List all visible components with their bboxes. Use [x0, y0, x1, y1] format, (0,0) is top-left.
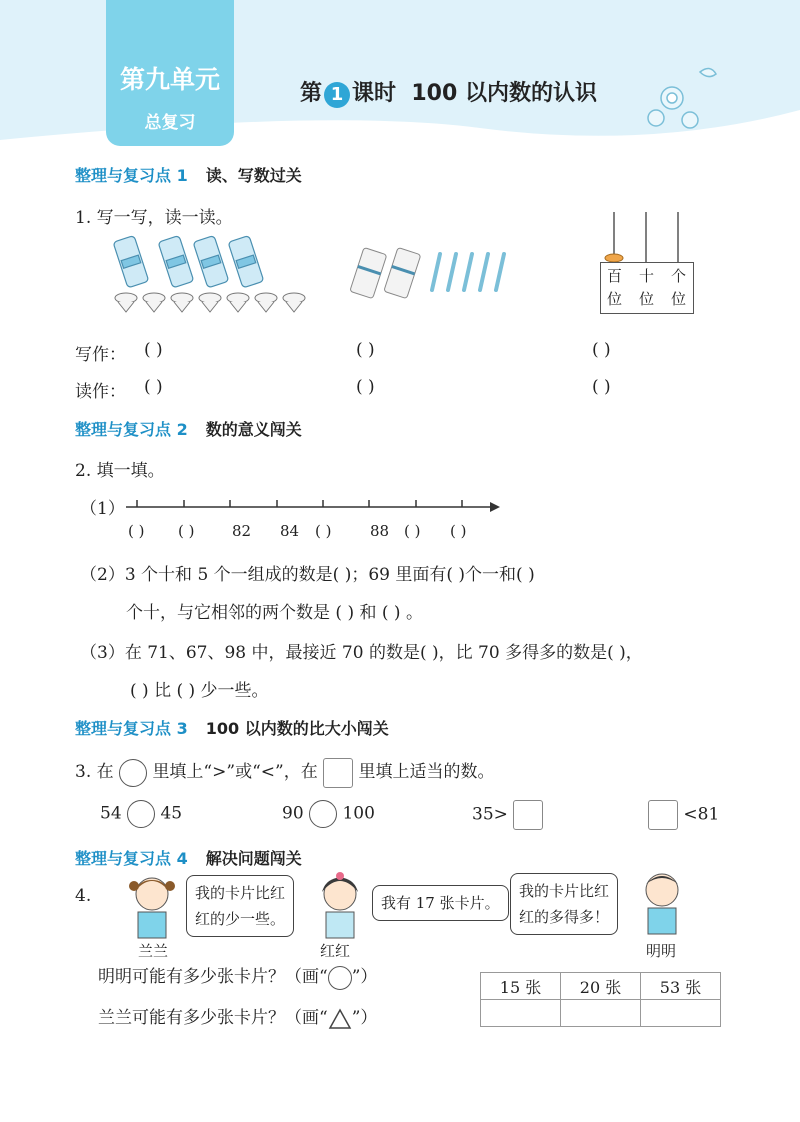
mingming-speech-line: 我的卡片比红	[519, 882, 610, 900]
lanlan-figure	[126, 872, 178, 942]
number-line	[124, 495, 504, 519]
tick-label-6: 88	[370, 522, 390, 540]
option-cell: 15 张	[481, 973, 561, 1000]
circle-symbol	[119, 759, 147, 787]
mingming-speech-bubble	[510, 873, 618, 935]
tick-label-8[interactable]: ( )	[450, 522, 467, 540]
q2-part3-line2: ( ) 比 ( ) 少一些。	[130, 681, 269, 701]
write-blank-2[interactable]: ( )	[356, 340, 375, 360]
compare-right: <81	[683, 804, 720, 825]
hundred-bundles-image	[108, 232, 318, 322]
q2-part1-label: （1）	[80, 499, 125, 519]
abacus-place-label: 位	[607, 290, 623, 308]
compare-item-2	[282, 800, 375, 828]
mingming-name: 明明	[646, 942, 677, 960]
q3-prompt-c: 里填上适当的数。	[358, 762, 495, 782]
question-lanlan	[98, 1003, 377, 1030]
triangle-mark-icon	[328, 1008, 352, 1030]
q2-prompt: 2. 填一填。	[75, 461, 165, 481]
answer-cell[interactable]	[561, 1000, 641, 1027]
abacus	[600, 212, 692, 314]
circle-mark-icon	[328, 966, 352, 990]
honghong-speech-line: 我有 17 张卡片。	[381, 894, 500, 912]
lanlan-speech-bubble	[186, 875, 294, 937]
lesson-title	[300, 76, 597, 108]
square-symbol	[323, 758, 353, 788]
tick-label-1[interactable]: ( )	[128, 522, 145, 540]
abacus-tens-label: 十	[639, 267, 655, 285]
lanlan-speech-line: 我的卡片比红	[195, 884, 286, 902]
q1-prompt: 1. 写一写，读一读。	[75, 208, 233, 228]
compare-left: 54	[100, 803, 122, 824]
q2-part2-line1: （2）3 个十和 5 个一组成的数是( )；69 里面有( )个一和( )	[80, 565, 535, 585]
question-text: 兰兰可能有多少张卡片？（画“	[98, 1008, 328, 1028]
lanlan-speech-line: 红的少一些。	[195, 910, 286, 928]
q4-number: 4.	[75, 886, 92, 906]
write-blank-3[interactable]: ( )	[592, 340, 611, 360]
honghong-figure	[314, 872, 366, 942]
compare-square-blank[interactable]	[513, 800, 543, 830]
unit-subtitle: 总复习	[144, 113, 196, 133]
answer-cell[interactable]	[641, 1000, 721, 1027]
section-title: 100 以内数的比大小闯关	[205, 719, 389, 738]
mingming-figure	[636, 868, 688, 938]
read-blank-1[interactable]: ( )	[144, 377, 163, 397]
abacus-rods	[600, 212, 692, 264]
section-label: 整理与复习点 1	[75, 166, 188, 185]
abacus-place-label: 位	[671, 290, 687, 308]
section-header-2	[75, 417, 302, 440]
section-label: 整理与复习点 3	[75, 719, 188, 738]
read-label: 读作：	[75, 382, 126, 402]
option-cell: 53 张	[641, 973, 721, 1000]
q3-prompt-b: 里填上“>”或“<”，在	[152, 762, 318, 782]
read-blank-2[interactable]: ( )	[356, 377, 375, 397]
compare-right: 45	[160, 803, 183, 824]
q3-prompt	[75, 757, 495, 788]
mingming-speech-line: 红的多得多！	[519, 908, 610, 926]
section-label: 整理与复习点 4	[75, 849, 188, 868]
question-mingming	[98, 962, 377, 990]
compare-square-blank[interactable]	[648, 800, 678, 830]
compare-left: 90	[282, 803, 304, 824]
section-title: 解决问题闯关	[205, 849, 302, 868]
table-row	[481, 973, 721, 1000]
honghong-name: 红红	[320, 942, 351, 960]
q2-part3-line1: （3）在 71、67、98 中，最接近 70 的数是( )，比 70 多得多的数是( )，	[80, 643, 643, 663]
compare-circle-blank[interactable]	[127, 800, 155, 828]
abacus-ones-label: 个	[671, 267, 687, 285]
compare-item-1	[100, 800, 182, 828]
sticks-image	[350, 246, 510, 302]
compare-item-4	[648, 800, 719, 830]
write-label: 写作：	[75, 345, 126, 365]
compare-circle-blank[interactable]	[309, 800, 337, 828]
abacus-place-label: 位	[639, 290, 655, 308]
lesson-topic: 100 以内数的认识	[411, 81, 597, 106]
lesson-suffix: 课时	[352, 81, 397, 106]
lesson-number-badge: 1	[324, 82, 350, 108]
tick-label-5[interactable]: ( )	[315, 522, 332, 540]
section-title: 读、写数过关	[205, 166, 302, 185]
compare-left: 35>	[472, 804, 508, 825]
section-title: 数的意义闯关	[205, 420, 302, 439]
card-count-options-table	[480, 972, 721, 1027]
section-label: 整理与复习点 2	[75, 420, 188, 439]
answer-cell[interactable]	[481, 1000, 561, 1027]
unit-title: 第九单元	[119, 65, 220, 94]
tick-label-4: 84	[280, 522, 300, 540]
read-blank-3[interactable]: ( )	[592, 377, 611, 397]
question-text: 明明可能有多少张卡片？（画“	[98, 967, 328, 987]
question-text-end: ”）	[351, 1008, 378, 1028]
honghong-speech-bubble	[372, 885, 509, 921]
abacus-hundreds-label: 百	[607, 267, 623, 285]
ten-bundles-row	[115, 293, 305, 312]
write-blank-1[interactable]: ( )	[144, 340, 163, 360]
q3-prompt-a: 3. 在	[75, 762, 114, 782]
compare-item-3	[472, 800, 543, 830]
section-header-1	[75, 163, 302, 186]
tick-label-3: 82	[232, 522, 252, 540]
option-cell: 20 张	[561, 973, 641, 1000]
section-header-4	[75, 846, 302, 869]
q2-part2-line2: 个十，与它相邻的两个数是 ( ) 和 ( ) 。	[126, 603, 423, 623]
lanlan-name: 兰兰	[138, 942, 169, 960]
table-row	[481, 1000, 721, 1027]
question-text-end: ”）	[351, 967, 378, 987]
abacus-frame	[600, 262, 694, 314]
lesson-prefix: 第	[300, 81, 323, 106]
tick-label-2[interactable]: ( )	[178, 522, 195, 540]
tick-label-7[interactable]: ( )	[404, 522, 421, 540]
compare-right: 100	[342, 803, 375, 824]
section-header-3	[75, 716, 389, 739]
